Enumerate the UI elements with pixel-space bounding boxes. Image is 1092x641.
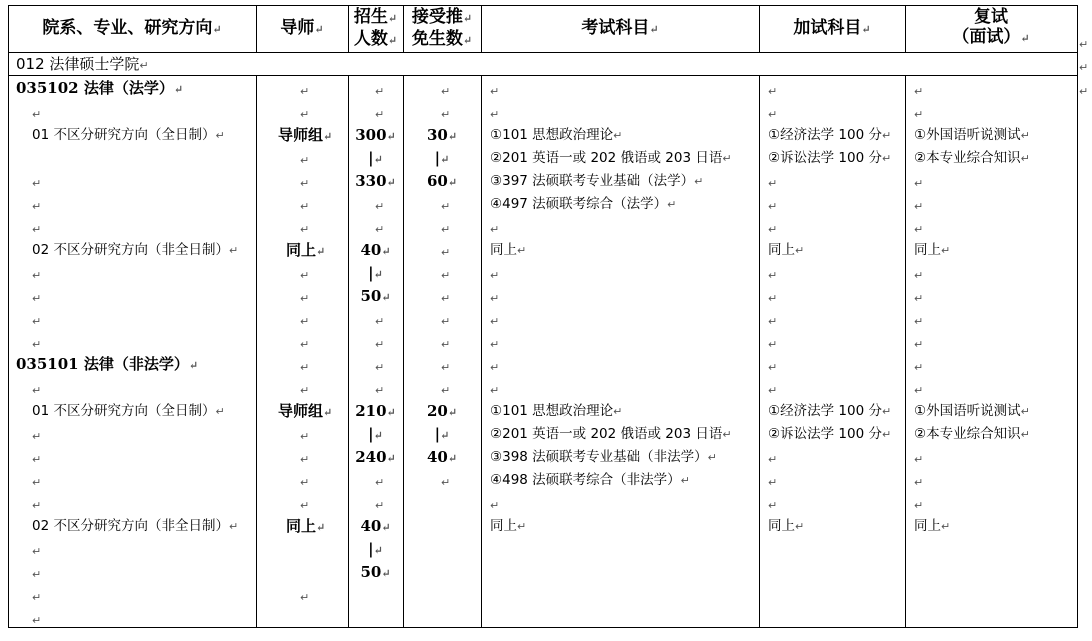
paragraph-mark: ↵ [441, 108, 451, 121]
paragraph-mark: ↵ [300, 430, 310, 443]
paragraph-mark: ↵ [914, 453, 924, 466]
extra-subject: 同上↵ [768, 518, 805, 534]
paragraph-mark: ↵ [768, 315, 778, 328]
tuimian-max: 60↵ [426, 172, 458, 190]
paragraph-mark: ↵ [32, 269, 42, 282]
paragraph-mark: ↵ [441, 361, 451, 374]
paragraph-mark: ↵ [375, 384, 385, 397]
paragraph-mark: ↵ [490, 292, 500, 305]
paragraph-mark: ↵ [300, 338, 310, 351]
enroll-min: 210↵ [355, 402, 396, 420]
paragraph-mark: ↵ [768, 361, 778, 374]
enroll-min: 300↵ [355, 126, 396, 144]
advisor: 导师组↵ [278, 126, 333, 144]
paragraph-mark: ↵ [32, 499, 42, 512]
paragraph-mark: ↵ [768, 269, 778, 282]
header-enrollment: 招生↵ 人数↵ [353, 7, 398, 49]
paragraph-mark: ↵ [490, 223, 500, 236]
paragraph-mark: ↵ [300, 85, 310, 98]
direction-name: 02 不区分研究方向（非全日制）↵ [32, 518, 239, 534]
retest-item: 同上↵ [914, 242, 951, 258]
paragraph-mark: ↵ [375, 476, 385, 489]
paragraph-mark: ↵ [914, 269, 924, 282]
paragraph-mark: ↵ [32, 453, 42, 466]
paragraph-mark: ↵ [32, 568, 42, 581]
paragraph-mark: ↵ [32, 430, 42, 443]
paragraph-mark: ↵ [32, 614, 42, 627]
paragraph-mark: ↵ [375, 315, 385, 328]
paragraph-mark: ↵ [32, 545, 42, 558]
paragraph-mark: ↵ [300, 292, 310, 305]
header-department: 院系、专业、研究方向↵ [42, 18, 222, 38]
paragraph-mark: ↵ [375, 499, 385, 512]
enroll-sep: |↵ [368, 425, 383, 443]
tuimian-max: 40↵ [426, 448, 458, 466]
paragraph-mark: ↵ [490, 108, 500, 121]
paragraph-mark: ↵ [490, 361, 500, 374]
paragraph-mark: ↵ [914, 361, 924, 374]
major-title-2: 035101 法律（非法学）↵ [16, 355, 199, 373]
paragraph-mark: ↵ [441, 315, 451, 328]
paragraph-mark: ↵ [914, 315, 924, 328]
paragraph-mark: ↵ [768, 292, 778, 305]
paragraph-mark: ↵ [914, 292, 924, 305]
enroll-min: 40↵ [360, 517, 391, 535]
paragraph-mark: ↵ [32, 476, 42, 489]
paragraph-mark: ↵ [300, 177, 310, 190]
exam-subject: ③397 法硕联考专业基础（法学）↵ [490, 173, 704, 189]
enroll-min: 40↵ [360, 241, 391, 259]
tuimian-min: 20↵ [426, 402, 458, 420]
paragraph-mark: ↵ [441, 223, 451, 236]
exam-subject: ②201 英语一或 202 俄语或 203 日语↵ [490, 150, 732, 166]
paragraph-mark: ↵ [441, 292, 451, 305]
direction-name: 01 不区分研究方向（全日制）↵ [32, 403, 225, 419]
direction-name: 02 不区分研究方向（非全日制）↵ [32, 242, 239, 258]
exam-subject: ①101 思想政治理论↵ [490, 127, 623, 143]
paragraph-mark: ↵ [32, 108, 42, 121]
retest-item: ②本专业综合知识↵ [914, 426, 1030, 442]
paragraph-mark: ↵ [375, 108, 385, 121]
paragraph-mark: ↵ [914, 476, 924, 489]
paragraph-mark: ↵ [914, 85, 924, 98]
header-exam-subjects: 考试科目↵ [581, 18, 659, 38]
paragraph-mark: ↵ [300, 361, 310, 374]
exam-subject: 同上↵ [490, 242, 527, 258]
paragraph-mark: ↵ [441, 200, 451, 213]
advisor: 导师组↵ [278, 402, 333, 420]
enroll-max: 50↵ [360, 287, 391, 305]
paragraph-mark: ↵ [375, 223, 385, 236]
paragraph-mark: ↵ [490, 499, 500, 512]
paragraph-mark: ↵ [914, 177, 924, 190]
paragraph-mark: ↵ [300, 476, 310, 489]
exam-subject: ②201 英语一或 202 俄语或 203 日语↵ [490, 426, 732, 442]
enroll-max: 330↵ [355, 172, 396, 190]
paragraph-mark: ↵ [490, 315, 500, 328]
enroll-max: 50↵ [360, 563, 391, 581]
paragraph-mark: ↵ [32, 177, 42, 190]
retest-item: ①外国语听说测试↵ [914, 127, 1030, 143]
exam-subject: ①101 思想政治理论↵ [490, 403, 623, 419]
paragraph-mark: ↵ [441, 338, 451, 351]
paragraph-mark: ↵ [768, 177, 778, 190]
paragraph-mark: ↵ [768, 338, 778, 351]
header-extra-subjects: 加试科目↵ [793, 18, 871, 38]
paragraph-mark: ↵ [300, 453, 310, 466]
paragraph-mark: ↵ [914, 499, 924, 512]
exam-subject: ④498 法硕联考综合（非法学）↵ [490, 472, 690, 488]
paragraph-mark: ↵ [914, 338, 924, 351]
paragraph-mark: ↵ [300, 315, 310, 328]
advisor: 同上↵ [286, 241, 326, 259]
paragraph-mark: ↵ [300, 269, 310, 282]
paragraph-mark: ↵ [768, 85, 778, 98]
tuimian-min: 30↵ [426, 126, 458, 144]
paragraph-mark: ↵ [768, 499, 778, 512]
retest-item: 同上↵ [914, 518, 951, 534]
paragraph-mark: ↵ [32, 200, 42, 213]
paragraph-mark: ↵ [300, 154, 310, 167]
extra-subject: ①经济法学 100 分↵ [768, 403, 892, 419]
row-end-mark: ↵ [1079, 85, 1089, 98]
paragraph-mark: ↵ [300, 108, 310, 121]
paragraph-mark: ↵ [300, 499, 310, 512]
paragraph-mark: ↵ [490, 269, 500, 282]
paragraph-mark: ↵ [32, 384, 42, 397]
paragraph-mark: ↵ [768, 453, 778, 466]
extra-subject: 同上↵ [768, 242, 805, 258]
paragraph-mark: ↵ [914, 108, 924, 121]
paragraph-mark: ↵ [441, 384, 451, 397]
paragraph-mark: ↵ [375, 361, 385, 374]
direction-name: 01 不区分研究方向（全日制）↵ [32, 127, 225, 143]
paragraph-mark: ↵ [375, 338, 385, 351]
paragraph-mark: ↵ [441, 269, 451, 282]
major-title-1: 035102 法律（法学）↵ [16, 79, 184, 97]
advisor: 同上↵ [286, 517, 326, 535]
paragraph-mark: ↵ [768, 200, 778, 213]
exam-subject: 同上↵ [490, 518, 527, 534]
tuimian-sep: |↵ [434, 149, 450, 167]
paragraph-mark: ↵ [441, 246, 451, 259]
paragraph-mark: ↵ [32, 338, 42, 351]
paragraph-mark: ↵ [914, 200, 924, 213]
paragraph-mark: ↵ [375, 85, 385, 98]
paragraph-mark: ↵ [32, 315, 42, 328]
college-name: 012 法律硕士学院↵ [16, 55, 149, 73]
paragraph-mark: ↵ [300, 223, 310, 236]
header-retest: 复试 （面试）↵ [952, 7, 1030, 47]
exam-subject: ③398 法硕联考专业基础（非法学）↵ [490, 449, 717, 465]
paragraph-mark: ↵ [768, 384, 778, 397]
paragraph-mark: ↵ [300, 200, 310, 213]
paragraph-mark: ↵ [441, 476, 451, 489]
paragraph-mark: ↵ [32, 223, 42, 236]
extra-subject: ①经济法学 100 分↵ [768, 127, 892, 143]
header-tuimian: 接受推↵ 免生数↵ [411, 7, 473, 49]
paragraph-mark: ↵ [300, 591, 310, 604]
enroll-sep: |↵ [368, 264, 383, 282]
row-end-mark: ↵ [1079, 38, 1089, 51]
enroll-sep: |↵ [368, 149, 383, 167]
paragraph-mark: ↵ [914, 384, 924, 397]
paragraph-mark: ↵ [32, 292, 42, 305]
tuimian-sep: |↵ [434, 425, 450, 443]
paragraph-mark: ↵ [490, 338, 500, 351]
paragraph-mark: ↵ [768, 108, 778, 121]
paragraph-mark: ↵ [914, 223, 924, 236]
exam-subject: ④497 法硕联考综合（法学）↵ [490, 196, 677, 212]
paragraph-mark: ↵ [490, 85, 500, 98]
header-advisor: 导师↵ [280, 18, 324, 38]
paragraph-mark: ↵ [768, 476, 778, 489]
enroll-sep: |↵ [368, 540, 383, 558]
paragraph-mark: ↵ [490, 384, 500, 397]
retest-item: ①外国语听说测试↵ [914, 403, 1030, 419]
paragraph-mark: ↵ [300, 384, 310, 397]
retest-item: ②本专业综合知识↵ [914, 150, 1030, 166]
extra-subject: ②诉讼法学 100 分↵ [768, 150, 892, 166]
paragraph-mark: ↵ [32, 591, 42, 604]
enroll-max: 240↵ [355, 448, 396, 466]
row-end-mark: ↵ [1079, 61, 1089, 74]
extra-subject: ②诉讼法学 100 分↵ [768, 426, 892, 442]
paragraph-mark: ↵ [768, 223, 778, 236]
paragraph-mark: ↵ [441, 85, 451, 98]
paragraph-mark: ↵ [375, 200, 385, 213]
